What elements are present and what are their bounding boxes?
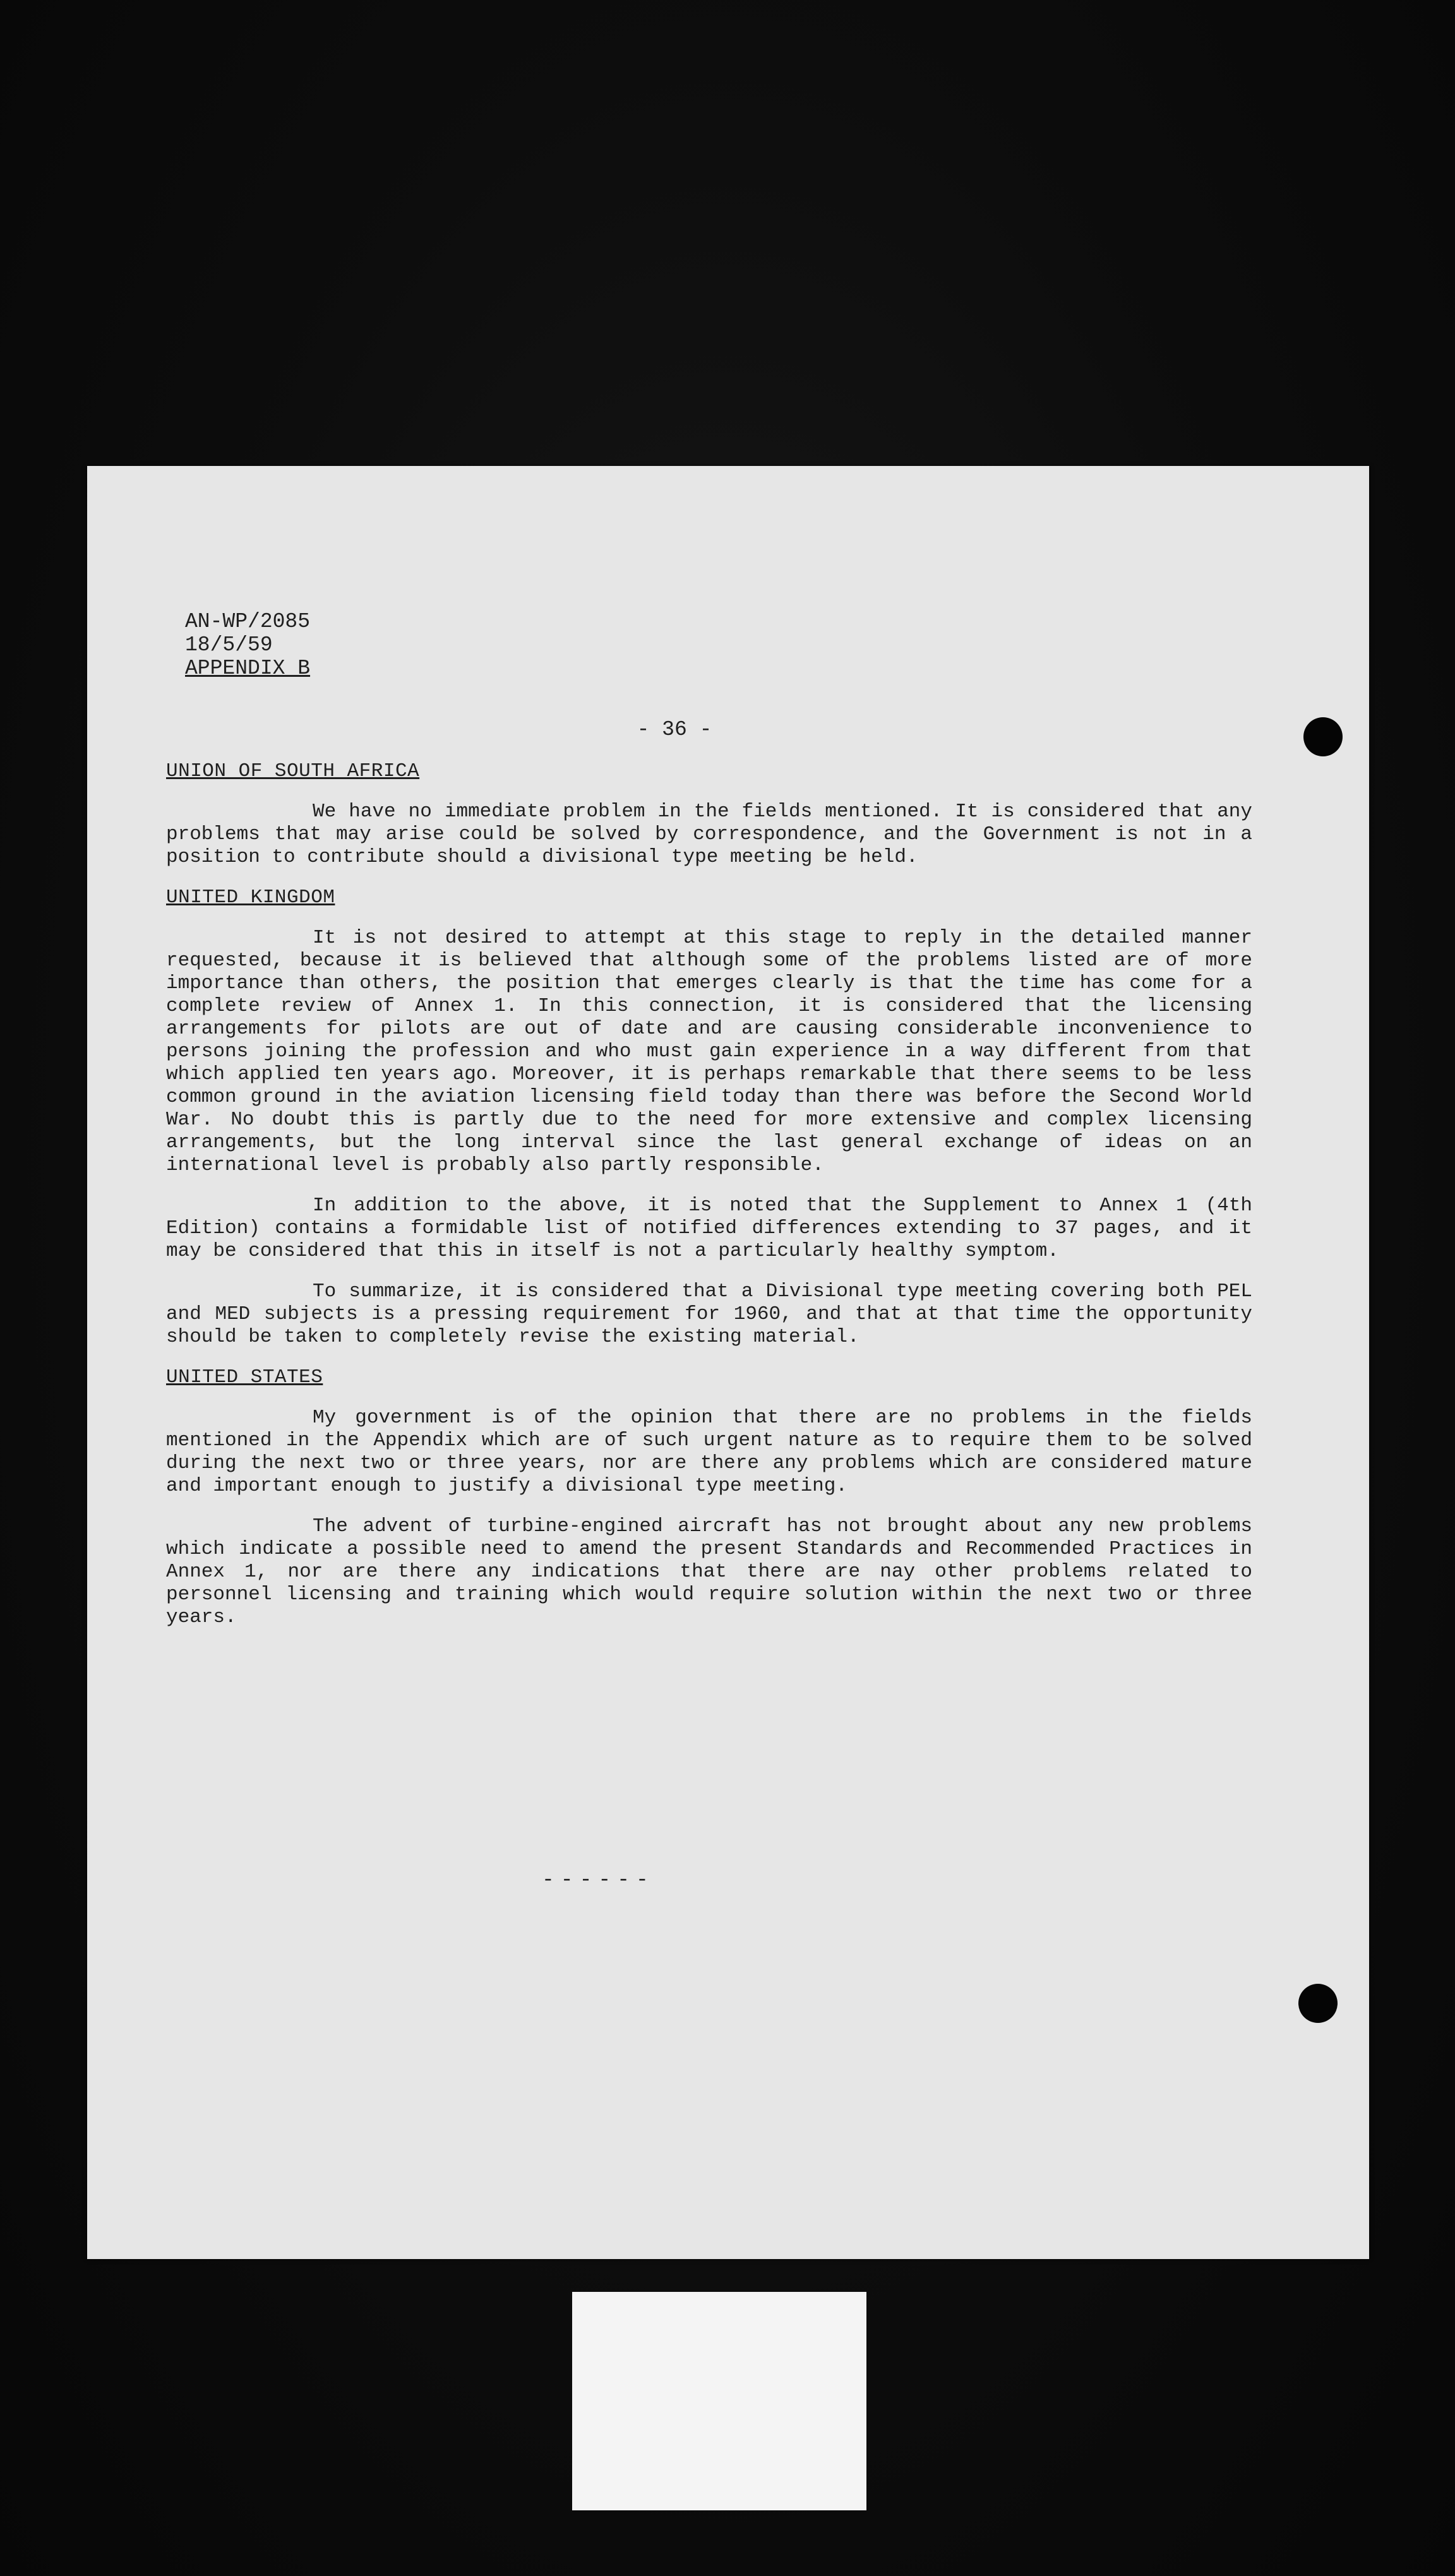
document-date: 18/5/59 bbox=[185, 633, 273, 657]
document-body bbox=[166, 760, 1252, 1647]
paragraph: My government is of the opinion that there are no problems in the fields mentioned in the Appendix which are of such urgent nature as to require them to be solved during the next two or three years, nor are there any problems which are considered mature and important enough to justify a divisional type meeting. bbox=[166, 1407, 1252, 1497]
section-union-of-south-africa bbox=[166, 760, 1252, 869]
section-heading: UNITED STATES bbox=[166, 1366, 323, 1388]
page-number: - 36 - bbox=[637, 718, 712, 741]
paragraph: In addition to the above, it is noted that the Supplement to Annex 1 (4th Edition) contains a formidable list of notified differences extending to 37 pages, and it may be considered that this in itself is not a particularly healthy symptom. bbox=[166, 1195, 1252, 1262]
document-reference: AN-WP/2085 bbox=[185, 610, 311, 633]
section-united-states bbox=[166, 1366, 1252, 1629]
document-header bbox=[185, 610, 310, 680]
punch-hole-top bbox=[1303, 717, 1343, 756]
end-separator: ------ bbox=[542, 1868, 655, 1892]
punch-hole-bottom bbox=[1298, 1984, 1338, 2023]
paragraph: The advent of turbine-engined aircraft has not brought about any new problems which indicate a possible need to amend the present Standards and Recommended Practices in Annex 1, nor are there any indications that there are nay other problems related to personnel licensing and training which would require solution within the next two or three years. bbox=[166, 1515, 1252, 1628]
blank-card bbox=[572, 2292, 866, 2510]
document-page bbox=[87, 466, 1369, 2259]
section-united-kingdom bbox=[166, 886, 1252, 1349]
paragraph: To summarize, it is considered that a Divisional type meeting covering both PEL and MED subjects is a pressing requirement for 1960, and that at that time the opportunity should be taken to completely revise the existing material. bbox=[166, 1280, 1252, 1348]
paragraph: We have no immediate problem in the fields mentioned. It is considered that any problems that may arise could be solved by correspondence, and the Government is not in a position to contribute should a divisional type meeting be held. bbox=[166, 801, 1252, 868]
section-heading: UNION OF SOUTH AFRICA bbox=[166, 760, 420, 782]
paragraph: It is not desired to attempt at this stage to reply in the detailed manner requested, because it is believed that although some of the problems listed are of more importance than others, the position that emerges clearly is that the time has come for a complete review of Annex 1. In this connection, it is considered that the licensing arrangements for pilots are out of date and are causing considerable inconvenience to persons joining the profession and who must gain experience in a way different from that which applied ten years ago. Moreover, it is perhaps remarkable that there seems to be less common ground in the aviation licensing field today than there was before the Second World War. No doubt this is partly due to the need for more extensive and complex licensing arrangements, but the long interval since the last general exchange of ideas on an international level is probably also partly responsible. bbox=[166, 927, 1252, 1176]
section-heading: UNITED KINGDOM bbox=[166, 886, 335, 909]
appendix-label: APPENDIX B bbox=[185, 657, 311, 680]
